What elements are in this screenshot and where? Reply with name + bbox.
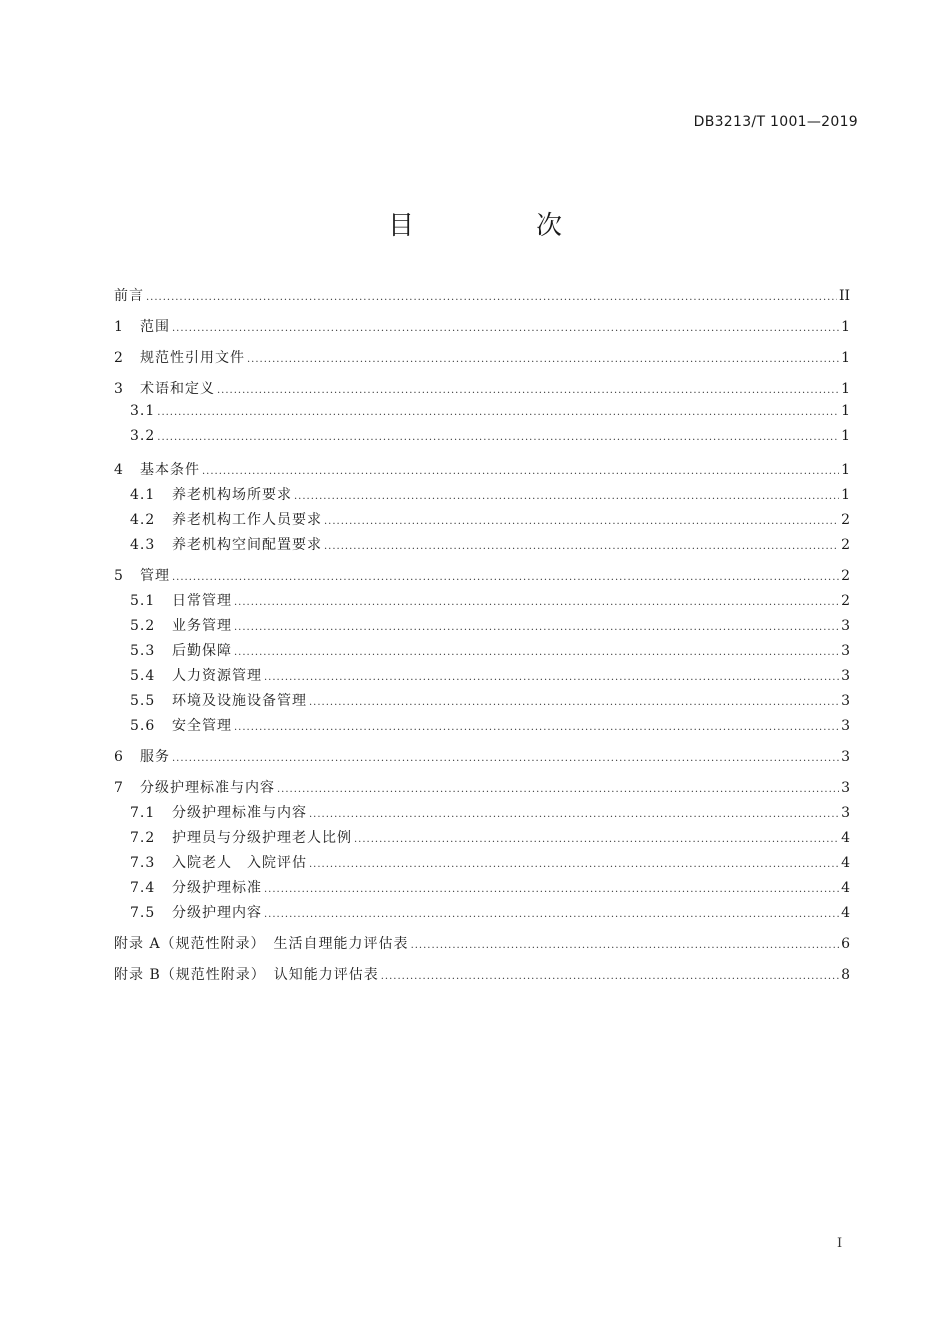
toc-entry-label: 分级护理标准与内容 [140,780,275,796]
toc-entry-page: II [838,288,850,304]
toc-entry[interactable] [114,690,850,715]
toc-entry-label: 养老机构工作人员要求 [172,512,322,528]
toc-entry-number: 5.4 [130,668,156,684]
toc-leader-dots [381,971,839,982]
toc-leader-dots [264,884,839,895]
toc-entry-number: 4.1 [130,487,156,503]
toc-entry-label: 护理员与分级护理老人比例 [172,830,352,846]
toc-entry[interactable] [114,403,850,428]
toc-entry-page: 2 [841,593,850,609]
toc-entry-label: 养老机构场所要求 [172,487,292,503]
toc-leader-dots [277,784,839,795]
toc-entry[interactable] [114,509,850,534]
toc-leader-dots [146,292,837,303]
table-of-contents [114,285,850,989]
toc-entry-page: 1 [841,462,850,478]
toc-entry[interactable] [114,534,850,559]
toc-entry[interactable] [114,378,850,403]
toc-leader-dots [234,597,839,608]
toc-entry[interactable] [114,665,850,690]
toc-leader-dots [264,672,839,683]
toc-entry-number: 7.4 [130,880,156,896]
toc-entry[interactable] [114,777,850,802]
toc-entry-page: 1 [841,350,850,366]
toc-entry[interactable] [114,964,850,989]
toc-entry-number: 5.1 [130,593,156,609]
toc-leader-dots [217,385,839,396]
toc-entry-number: 3.2 [130,428,156,444]
toc-entry[interactable] [114,640,850,665]
toc-entry[interactable] [114,459,850,484]
toc-leader-dots [234,622,839,633]
toc-entry[interactable] [114,316,850,341]
toc-entry-label: 后勤保障 [172,643,232,659]
toc-entry-page: 3 [841,668,850,684]
toc-entry[interactable] [114,902,850,927]
toc-entry-label: 环境及设施设备管理 [172,693,307,709]
toc-leader-dots [354,834,839,845]
toc-entry-number: 5.2 [130,618,156,634]
toc-leader-dots [324,516,839,527]
toc-leader-dots [172,753,839,764]
document-code: DB3213/T 1001—2019 [693,114,858,130]
toc-entry-number: 3 [114,381,123,397]
toc-leader-dots [172,323,839,334]
toc-entry-number: 7.1 [130,805,156,821]
toc-entry-label: 分级护理内容 [172,905,262,921]
toc-entry[interactable] [114,285,850,310]
toc-entry-label: 入院老人 入院评估 [172,855,307,871]
toc-entry-page: 4 [841,880,850,896]
toc-leader-dots [234,722,839,733]
toc-entry-number: 5 [114,568,123,584]
toc-entry-number: 3.1 [130,403,156,419]
toc-entry-page: 4 [841,855,850,871]
toc-entry-number: 7.2 [130,830,156,846]
toc-leader-dots [411,940,840,951]
toc-leader-dots [157,432,839,443]
toc-leader-dots [157,407,839,418]
toc-leader-dots [294,491,839,502]
toc-entry-page: 3 [841,693,850,709]
toc-entry[interactable] [114,428,850,453]
toc-leader-dots [247,354,839,365]
toc-leader-dots [172,572,839,583]
toc-entry-page: 3 [841,718,850,734]
toc-entry[interactable] [114,877,850,902]
toc-entry-label: 附录 A（规范性附录） 生活自理能力评估表 [114,936,409,952]
toc-entry[interactable] [114,802,850,827]
toc-entry-page: 3 [841,805,850,821]
toc-leader-dots [309,809,839,820]
toc-title: 目 次 [387,211,610,241]
toc-leader-dots [324,541,839,552]
toc-entry[interactable] [114,484,850,509]
toc-entry-number: 4.3 [130,537,156,553]
toc-entry-page: 3 [841,643,850,659]
toc-entry-page: 2 [841,537,850,553]
toc-entry-label: 服务 [140,749,170,765]
toc-leader-dots [264,909,839,920]
toc-entry[interactable] [114,565,850,590]
toc-entry-label: 管理 [140,568,170,584]
toc-entry-number: 7 [114,780,123,796]
toc-entry[interactable] [114,827,850,852]
toc-entry-page: 1 [841,381,850,397]
toc-leader-dots [309,859,839,870]
toc-entry[interactable] [114,933,850,958]
toc-entry-label: 基本条件 [140,462,200,478]
toc-entry-label: 安全管理 [172,718,232,734]
toc-entry-number: 5.3 [130,643,156,659]
toc-entry-label: 养老机构空间配置要求 [172,537,322,553]
toc-entry-page: 4 [841,830,850,846]
toc-entry-page: 2 [841,568,850,584]
toc-entry-number: 4.2 [130,512,156,528]
toc-entry[interactable] [114,715,850,740]
toc-entry-label: 业务管理 [172,618,232,634]
toc-entry-label: 分级护理标准与内容 [172,805,307,821]
toc-entry-label: 范围 [140,319,170,335]
toc-entry-page: 2 [841,512,850,528]
toc-leader-dots [309,697,839,708]
toc-entry-label: 人力资源管理 [172,668,262,684]
toc-entry[interactable] [114,852,850,877]
toc-entry-page: 6 [841,936,850,952]
toc-entry[interactable] [114,347,850,372]
toc-entry-page: 3 [841,780,850,796]
toc-entry-label: 分级护理标准 [172,880,262,896]
toc-entry-label: 术语和定义 [140,381,215,397]
toc-leader-dots [202,466,839,477]
toc-entry-page: 1 [841,487,850,503]
toc-entry-number: 4 [114,462,123,478]
toc-entry-page: 8 [841,967,850,983]
toc-entry-number: 7.5 [130,905,156,921]
toc-entry-page: 4 [841,905,850,921]
page-folio: I [837,1236,843,1251]
toc-entry-page: 1 [841,403,850,419]
toc-entry-number: 2 [114,350,123,366]
toc-entry-number: 7.3 [130,855,156,871]
toc-entry-page: 1 [841,428,850,444]
toc-entry-label: 附录 B（规范性附录） 认知能力评估表 [114,967,379,983]
toc-leader-dots [234,647,839,658]
toc-entry[interactable] [114,590,850,615]
toc-entry[interactable] [114,746,850,771]
toc-entry[interactable] [114,615,850,640]
toc-entry-page: 1 [841,319,850,335]
toc-entry-label: 前言 [114,288,144,304]
toc-entry-number: 6 [114,749,123,765]
toc-entry-number: 5.6 [130,718,156,734]
toc-entry-page: 3 [841,618,850,634]
toc-entry-number: 5.5 [130,693,156,709]
toc-entry-label: 日常管理 [172,593,232,609]
toc-entry-number: 1 [114,319,123,335]
toc-entry-page: 3 [841,749,850,765]
toc-entry-label: 规范性引用文件 [140,350,245,366]
